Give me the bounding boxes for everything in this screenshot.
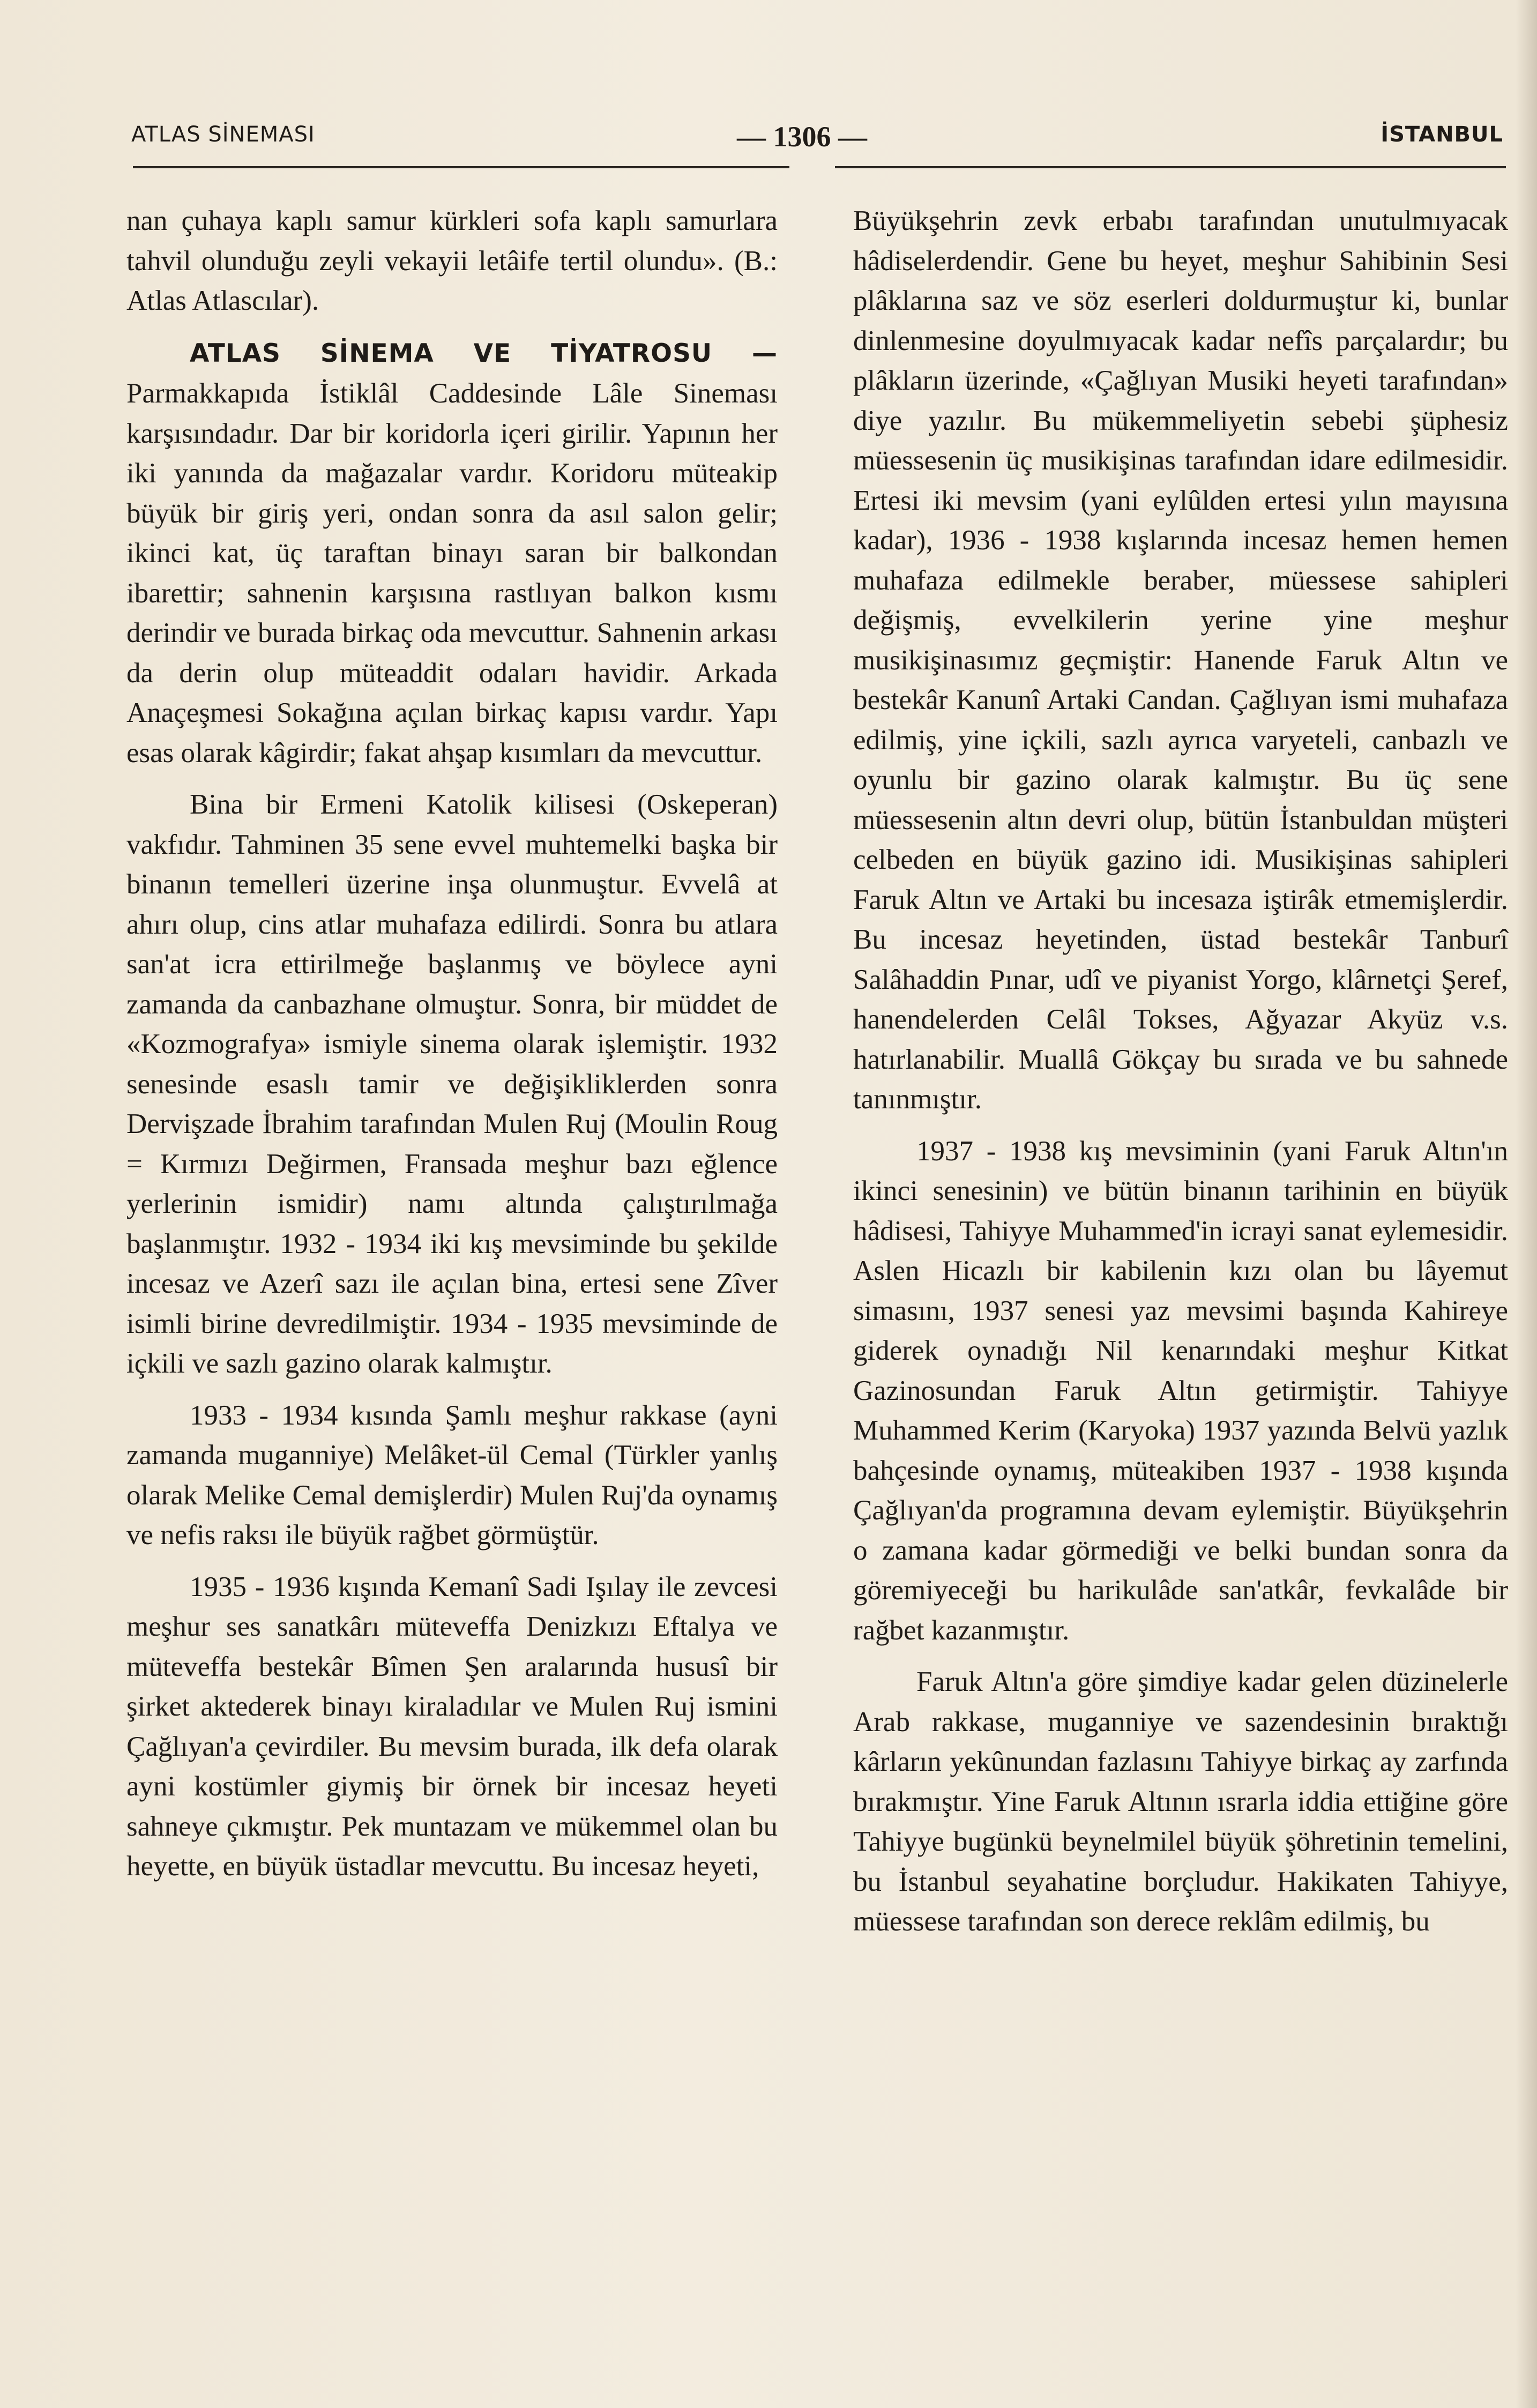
running-head-right: İSTANBUL — [1381, 122, 1503, 147]
page-edge-shadow — [1516, 0, 1537, 2408]
header-rule-right — [835, 166, 1506, 168]
article-text: Parmakkapıda İstiklâl Caddesinde Lâle Sineması karşısındadır. Dar bir koridorla içeri girilir. Yapının her iki yanında da mağazalar vardır. Koridoru müteakip büyük bir giriş yeri, ondan sonra da asıl salon gelir; ikinci kat, üç taraftan binayı saran bir balkondan ibarettir; sahnenin karşısına rastlıyan balkon kısmı derindir ve burada birkaç oda mevcuttur. Sahnenin arkası da derin olup müteaddit odaları havidir. Arkada Anaçeşmesi Sokağına açılan birkaç kapısı vardır. Yapı esas olarak kâgirdir; fakat ahşap kısımları da mevcuttur. — [126, 378, 778, 769]
paragraph: 1937 - 1938 kış mevsiminin (yani Faruk Altın'ın ikinci senesinin) ve bütün binanın tarihinin en büyük hâdisesi, Tahiyye Muhammed'in icrayi sanat eylemesidir. Aslen Hicazlı bir kabilenin kızı olan bu lâyemut simasını, 1937 senesi yaz mevsimi başında Kahireye giderek oynadığı Nil kenarındaki meşhur Kitkat Gazinosundan Faruk Altın getirmiştir. Tahiyye Muhammed Kerim (Karyoka) 1937 yazında Belvü yazlık bahçesinde oynamış, müteakiben 1937 - 1938 kışında Çağlıyan'da programına devam eylemiştir. Büyükşehrin o zamana kadar görmediği ve belki bundan sonra da göremiyeceği bu harikulâde san'atkâr, fevkalâde bir rağbet kazanmıştır. — [853, 1135, 1508, 1646]
paragraph: Büyükşehrin zevk erbabı tarafından unutulmıyacak hâdiselerdendir. Gene bu heyet, meşhur Sahibinin Sesi plâklarına saz ve söz eserleri doldurmuştur ki, bunlar dinlenmesine doyulmıyacak kadar nefîs parçalardır; bu plâkların üzerinde, «Çağlıyan Musiki heyeti tarafından» diye yazılır. Bu mükemmeliyetin sebebi şüphesiz müessesenin üç musikişinas tarafından idare edilmesidir. Ertesi iki mevsim (yani eylûlden ertesi yılın mayısına kadar), 1936 - 1938 kışlarında incesaz hemen hemen muhafaza edilmekle beraber, müessese sahipleri değişmiş, evvelkilerin yerine yine meşhur musikişinasımız geçmiştir: Hanende Faruk Altın ve bestekâr Kanunî Artaki Candan. Çağlıyan ismi muhafaza edilmiş, yine içkili, sazlı ayrıca varyeteli, canbazlı ve oyunlu bir gazino olarak kalmıştır. Bu üç sene müessesenin altın devri olup, bütün İstanbuldan müşteri celbeden en büyük gazino idi. Musikişinas sahipleri Faruk Altın ve Artaki bu incesaza iştirâk etmemişlerdir. Bu incesaz heyetinden, üstad bestekâr Tanburî Salâhaddin Pınar, udî ve piyanist Yorgo, klârnetçi Şeref, hanendelerden Celâl Tokses, Ağyazar Akyüz v.s. hatırlanabilir. Muallâ Gökçay bu sırada ve bu sahnede tanınmıştır. — [853, 205, 1508, 1115]
page-header — [131, 122, 1506, 160]
paragraph: 1933 - 1934 kısında Şamlı meşhur rakkase (ayni zamanda muganniye) Melâket-ül Cemal (Türkler yanlış olarak Melike Cemal demişlerdir) Mulen Ruj'da oynamış ve nefis raksı ile büyük rağbet görmüştür. — [126, 1399, 778, 1550]
page-number: — 1306 — — [737, 121, 867, 153]
paragraph: Faruk Altın'a göre şimdiye kadar gelen düzinelerle Arab rakkase, muganniye ve sazendesinin bıraktığı kârların yekûnundan fazlasını Tahiyye birkaç ay zarfında bırakmıştır. Yine Faruk Altının ısrarla iddia ettiğine göre Tahiyye bugünkü beynelmilel büyük şöhretinin temelini, bu İstanbul seyahatine borçludur. Hakikaten Tahiyye, müessese tarafından son derece reklâm edilmiş, bu — [853, 1666, 1508, 1937]
paragraph: Bina bir Ermeni Katolik kilisesi (Oskeperan) vakfıdır. Tahminen 35 sene evvel muhtemelki başka bir binanın temelleri üzerine inşa olunmuştur. Evvelâ at ahırı olup, cins atlar muhafaza edilirdi. Sonra bu atlara san'at icra ettirilmeğe başlanmış ve böylece ayni zamanda da canbazhane olmuştur. Sonra, bir müddet de «Kozmografya» ismiyle sinema olarak işlemiştir. 1932 senesinde esaslı tamir ve değişikliklerden sonra Dervişzade İbrahim tarafından Mulen Ruj (Moulin Roug = Kırmızı Değirmen, Fransada meşhur bazı eğlence yerlerinin ismidir) namı altında çalıştırılmağa başlanmıştır. 1932 - 1934 iki kış mevsiminde bu şekilde incesaz ve Azerî sazı ile açılan bina, ertesi sene Zîver isimli birine devredilmiştir. 1934 - 1935 mevsiminde de içkili ve sazlı gazino olarak kalmıştır. — [126, 789, 778, 1379]
paragraph: nan çuhaya kaplı samur kürkleri sofa kaplı samurlara tahvil olunduğu zeyli vekayii letâife tertil olundu». (B.: Atlas Atlascılar). — [126, 205, 778, 316]
header-rule-left — [133, 166, 789, 168]
running-head-left: ATLAS SİNEMASI — [131, 122, 315, 147]
article-paragraph — [126, 333, 778, 773]
right-column — [853, 201, 1508, 1954]
left-column — [126, 201, 778, 1898]
article-title: ATLAS SİNEMA VE TİYATROSU — — [190, 338, 778, 368]
paragraph: 1935 - 1936 kışında Kemanî Sadi Işılay ile zevcesi meşhur ses sanatkârı müteveffa Denizkızı Eftalya ve müteveffa bestekâr Bîmen Şen aralarında hususî bir şirket aktederek binayı kiraladılar ve Mulen Ruj ismini Çağlıyan'a çevirdiler. Bu mevsim burada, ilk defa olarak ayni kostümler giymiş bir örnek bir incesaz heyeti sahneye çıkmıştır. Pek muntazam ve mükemmel olan bu heyette, en büyük üstadlar mevcuttu. Bu incesaz heyeti, — [126, 1571, 778, 1882]
